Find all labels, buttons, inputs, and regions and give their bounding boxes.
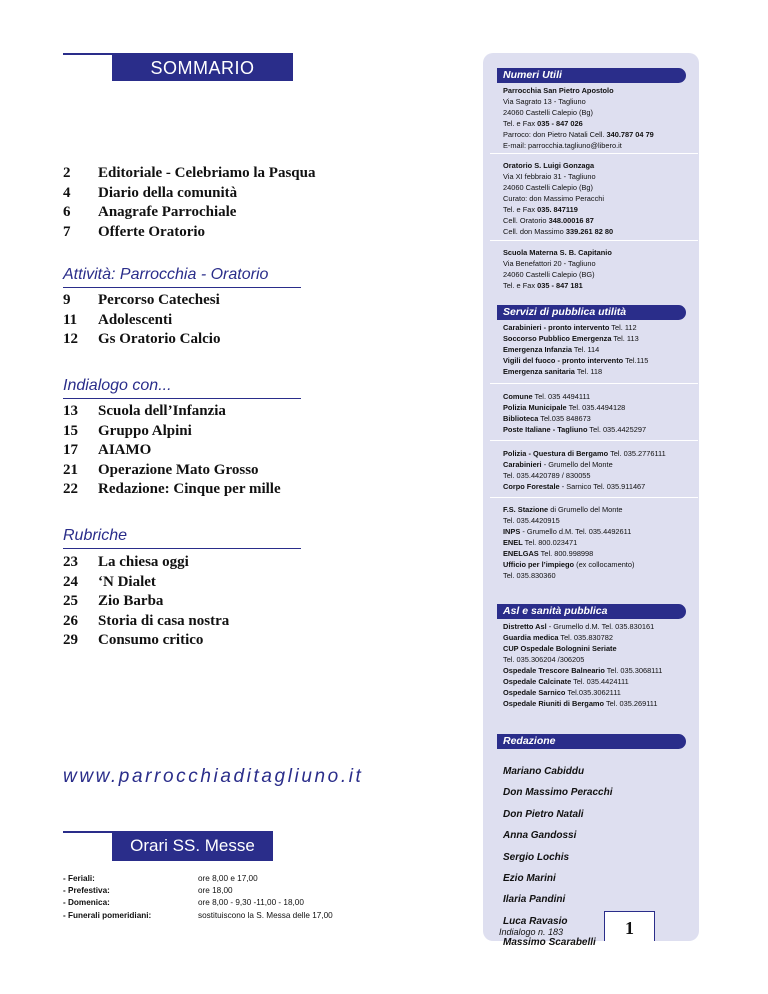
service-name: Carabinieri - pronto intervento [503, 323, 610, 332]
cell-number: 348.00016 87 [548, 216, 594, 225]
parroco-label: Parroco: don Pietro Natali Cell. [503, 130, 605, 139]
tel-number: 035 - 847 026 [537, 119, 583, 128]
service-detail: Tel. 035.4420789 / 830055 [503, 471, 591, 480]
service-line [503, 448, 693, 459]
service-detail: Tel.115 [625, 356, 649, 365]
toc-item[interactable] [63, 164, 316, 184]
service-detail: Tel. 035.4420915 [503, 516, 560, 525]
toc-item[interactable] [63, 223, 316, 243]
toc-page: 4 [63, 184, 71, 201]
service-line [503, 515, 693, 526]
parroco-cell: 340.787 04 79 [606, 130, 654, 139]
service-line [503, 355, 693, 366]
toc-label: Percorso Catechesi [98, 292, 220, 308]
service-line [503, 333, 693, 344]
service-line [503, 548, 693, 559]
service-detail: di Grumello del Monte [550, 505, 623, 514]
asl-name: Ospedale Riuniti di Bergamo [503, 699, 605, 708]
service-detail: Tel. 035.4425297 [589, 425, 647, 434]
toc-page: 23 [63, 554, 78, 570]
asl-line [503, 632, 693, 643]
service-name: Corpo Forestale [503, 482, 560, 491]
service-name: ENELGAS [503, 549, 539, 558]
section-heading-indialogo: Indialogo con... [63, 377, 301, 399]
asl-line [503, 698, 693, 709]
service-name: Soccorso Pubblico Emergenza [503, 334, 612, 343]
service-line [503, 459, 693, 470]
toc-item[interactable] [63, 441, 281, 461]
orari-label: - Funerali pomeridiani: [63, 910, 152, 920]
toc-page: 29 [63, 632, 78, 648]
redazione-member: Don Pietro Natali [503, 808, 584, 820]
service-name: Polizia - Questura di Bergamo [503, 449, 609, 458]
orari-table [63, 873, 333, 922]
service-detail: Tel.035 848673 [540, 414, 591, 423]
service-name: Vigili del fuoco - pronto intervento [503, 356, 624, 365]
toc-label: Consumo critico [98, 632, 204, 648]
toc-item[interactable] [63, 330, 220, 350]
divider [490, 497, 698, 498]
service-name: Emergenza sanitaria [503, 367, 575, 376]
divider [490, 383, 698, 384]
divider [490, 153, 698, 154]
toc-label: Adolescenti [98, 311, 173, 328]
section-heading-attivita: Attività: Parrocchia - Oratorio [63, 266, 301, 288]
orari-value: ore 8,00 e 17,00 [198, 874, 258, 883]
toc-page: 2 [63, 165, 71, 181]
oratorio-name: Oratorio S. Luigi Gonzaga [503, 161, 595, 170]
asl-line [503, 621, 693, 632]
tel-label: Tel. e Fax [503, 281, 536, 290]
toc-page: 15 [63, 422, 78, 439]
redazione-header: Redazione [497, 734, 686, 749]
parrocchia-email[interactable]: E-mail: parrocchia.tagliuno@libero.it [503, 141, 622, 150]
toc-label: La chiesa oggi [98, 554, 189, 570]
tel-label: Tel. e Fax [503, 119, 536, 128]
service-name: F.S. Stazione [503, 505, 549, 514]
service-line [503, 366, 693, 377]
redazione-member: Don Massimo Peracchi [503, 787, 613, 799]
servizi-group-3 [503, 448, 693, 492]
service-name: Carabinieri [503, 460, 542, 469]
asl-name: Ospedale Sarnico [503, 688, 566, 697]
asl-detail: Tel. 035.4424111 [573, 677, 629, 686]
toc-page: 9 [63, 292, 71, 308]
service-detail: Tel. 112 [611, 323, 637, 332]
toc-label: Redazione: Cinque per mille [98, 481, 281, 497]
parrocchia-address: Via Sagrato 13 - Tagliuno [503, 97, 586, 106]
toc-main [63, 164, 316, 242]
toc-label: Gruppo Alpini [98, 422, 192, 439]
orari-row [63, 910, 333, 922]
service-line [503, 413, 693, 424]
parrocchia-tel-line [503, 118, 693, 129]
service-detail: Tel. 118 [576, 367, 603, 376]
toc-page: 6 [63, 204, 71, 220]
service-detail: Tel. 035 4494111 [534, 392, 591, 401]
toc-item[interactable] [63, 184, 316, 204]
orari-row [63, 885, 333, 897]
service-line [503, 481, 693, 492]
asl-detail: Tel.035.3062111 [567, 688, 621, 697]
toc-label: Editoriale - Celebriamo la Pasqua [98, 165, 316, 181]
divider [490, 240, 698, 241]
toc-item[interactable] [63, 311, 220, 331]
service-detail: Tel. 800.998998 [540, 549, 594, 558]
asl-detail: Tel. 035.269111 [605, 699, 658, 708]
toc-item[interactable] [63, 480, 281, 500]
toc-item[interactable] [63, 461, 281, 481]
asl-detail: Tel. 035.306204 /306205 [503, 655, 585, 664]
redazione-member: Massimo Scarabelli [503, 937, 596, 949]
service-line [503, 344, 693, 355]
service-detail: - Grumello del Monte [543, 460, 613, 469]
service-name: Emergenza Infanzia [503, 345, 572, 354]
service-detail: Tel. 114 [573, 345, 600, 354]
toc-page: 11 [63, 311, 78, 328]
service-name: Biblioteca [503, 414, 539, 423]
asl-line [503, 687, 693, 698]
website-link[interactable]: www.parrocchiaditagliuno.it [63, 766, 364, 787]
issue-label: Indialogo n. 183 [499, 927, 564, 937]
redazione-member: Ezio Marini [503, 873, 556, 885]
toc-page: 21 [63, 461, 78, 478]
redazione-member: Ilaria Pandini [503, 894, 566, 906]
scuola-tel-line [503, 280, 693, 291]
scuola-contacts [503, 247, 693, 291]
asl-line [503, 654, 693, 665]
oratorio-city: 24060 Castelli Calepio (Bg) [503, 183, 593, 192]
oratorio-tel-line [503, 204, 693, 215]
toc-label: Diario della comunità [98, 184, 238, 201]
service-line [503, 570, 693, 581]
asl-detail: Tel. 035.830782 [560, 633, 613, 642]
sommario-title: SOMMARIO [112, 53, 293, 81]
service-detail: Tel. 035.2776111 [610, 449, 666, 458]
asl-line [503, 676, 693, 687]
toc-page: 22 [63, 481, 78, 497]
service-detail: Tel. 113 [613, 334, 639, 343]
oratorio-contacts [503, 160, 693, 237]
asl-detail: - Grumello d.M. Tel. 035.830161 [548, 622, 655, 631]
toc-page: 26 [63, 612, 78, 629]
servizi-group-4 [503, 504, 693, 581]
toc-page: 17 [63, 442, 78, 458]
toc-label: Scuola dell’Infanzia [98, 403, 226, 419]
tel-label: Tel. e Fax [503, 205, 536, 214]
service-name: Comune [503, 392, 533, 401]
redazione-list [503, 761, 612, 954]
orari-row [63, 873, 333, 885]
parrocchia-name: Parrocchia San Pietro Apostolo [503, 86, 614, 95]
tel-number: 035 - 847 181 [537, 281, 583, 290]
service-detail: Tel. 035.830360 [503, 571, 556, 580]
service-line [503, 504, 693, 515]
servizi-header: Servizi di pubblica utilità [497, 305, 686, 320]
toc-label: Offerte Oratorio [98, 223, 206, 240]
toc-item[interactable] [63, 203, 316, 223]
service-line [503, 391, 693, 402]
service-name: Ufficio per l’impiego [503, 560, 575, 569]
asl-name: Distretto Asl [503, 622, 547, 631]
orari-value: ore 18,00 [198, 886, 233, 896]
toc-label: AIAMO [98, 442, 152, 458]
service-name: Polizia Municipale [503, 403, 567, 412]
service-line [503, 322, 693, 333]
service-line [503, 470, 693, 481]
service-name: Poste Italiane - Tagliuno [503, 425, 588, 434]
toc-page: 7 [63, 223, 71, 240]
service-detail: Tel. 035.4494128 [568, 403, 626, 412]
toc-label: Storia di casa nostra [98, 612, 230, 629]
cell-label: Cell. Oratorio [503, 216, 547, 225]
service-detail: - Sarnico Tel. 035.911467 [561, 482, 646, 491]
parrocchia-city: 24060 Castelli Calepio (Bg) [503, 108, 593, 117]
cell-label: Cell. don Massimo [503, 227, 564, 236]
orari-value: sostituiscono la S. Messa delle 17,00 [198, 910, 333, 920]
toc-label: Anagrafe Parrochiale [98, 204, 237, 220]
asl-line [503, 665, 693, 676]
toc-page: 13 [63, 403, 78, 419]
service-line [503, 526, 693, 537]
oratorio-cell-line [503, 215, 693, 226]
asl-list [503, 621, 693, 709]
asl-line [503, 643, 693, 654]
toc-label: Gs Oratorio Calcio [98, 331, 221, 347]
toc-label: Operazione Mato Grosso [98, 461, 259, 478]
asl-name: CUP Ospedale Bolognini Seriate [503, 644, 617, 653]
page-number: 1 [604, 911, 655, 941]
numeri-utili-header: Numeri Utili [497, 68, 686, 83]
redazione-member: Anna Gandossi [503, 830, 577, 842]
service-detail: (ex collocamento) [576, 560, 635, 569]
toc-indialogo [63, 402, 281, 500]
service-name: INPS [503, 527, 521, 536]
toc-item[interactable] [63, 291, 220, 311]
service-line [503, 402, 693, 413]
service-line [503, 424, 693, 435]
scuola-city: 24060 Castelli Calepio (BG) [503, 270, 595, 279]
toc-item[interactable] [63, 553, 229, 573]
cell-number: 339.261 82 80 [565, 227, 614, 236]
orari-title: Orari SS. Messe [112, 831, 273, 861]
service-name: ENEL [503, 538, 523, 547]
redazione-member: Sergio Lochis [503, 851, 570, 863]
toc-label: Zio Barba [98, 593, 164, 609]
parroco-line [503, 129, 693, 140]
service-detail: Tel. 800.023471 [524, 538, 578, 547]
service-detail: - Grumello d.M. Tel. 035.4492611 [522, 527, 632, 536]
toc-label: ‘N Dialet [98, 573, 156, 590]
scuola-address: Via Benefattori 20 - Tagliuno [503, 259, 596, 268]
divider [490, 440, 698, 441]
servizi-group-1 [503, 322, 693, 377]
toc-page: 12 [63, 331, 78, 347]
toc-page: 24 [63, 573, 78, 590]
asl-name: Ospedale Trescore Balneario [503, 666, 605, 675]
service-line [503, 537, 693, 548]
asl-name: Ospedale Calcinate [503, 677, 572, 686]
oratorio-address: Via XI febbraio 31 - Tagliuno [503, 172, 596, 181]
redazione-member: Mariano Cabiddu [503, 766, 585, 777]
orari-value: ore 8,00 - 9,30 -11,00 - 18,00 [198, 898, 304, 908]
toc-rubriche [63, 553, 229, 651]
section-heading-rubriche: Rubriche [63, 527, 301, 549]
service-line [503, 559, 693, 570]
toc-attivita [63, 291, 220, 350]
toc-item[interactable] [63, 592, 229, 612]
scuola-name: Scuola Materna S. B. Capitanio [503, 248, 612, 257]
toc-item[interactable] [63, 402, 281, 422]
toc-item[interactable] [63, 422, 281, 442]
asl-name: Guardia medica [503, 633, 559, 642]
redazione-member: Luca Ravasio [503, 915, 568, 927]
toc-item[interactable] [63, 573, 229, 593]
toc-item[interactable] [63, 631, 229, 651]
orari-label: - Prefestiva: [63, 886, 110, 896]
servizi-group-2 [503, 391, 693, 435]
asl-header: Asl e sanità pubblica [497, 604, 686, 619]
orari-row [63, 897, 333, 909]
oratorio-curato: Curato: don Massimo Peracchi [503, 194, 605, 203]
asl-detail: Tel. 035.3068111 [606, 666, 663, 675]
massimo-cell-line [503, 226, 693, 237]
tel-number: 035. 847119 [537, 205, 578, 214]
orari-label: - Domenica: [63, 898, 110, 908]
toc-page: 25 [63, 593, 78, 609]
parrocchia-contacts [503, 85, 693, 151]
orari-label: - Feriali: [63, 874, 95, 883]
toc-item[interactable] [63, 612, 229, 632]
